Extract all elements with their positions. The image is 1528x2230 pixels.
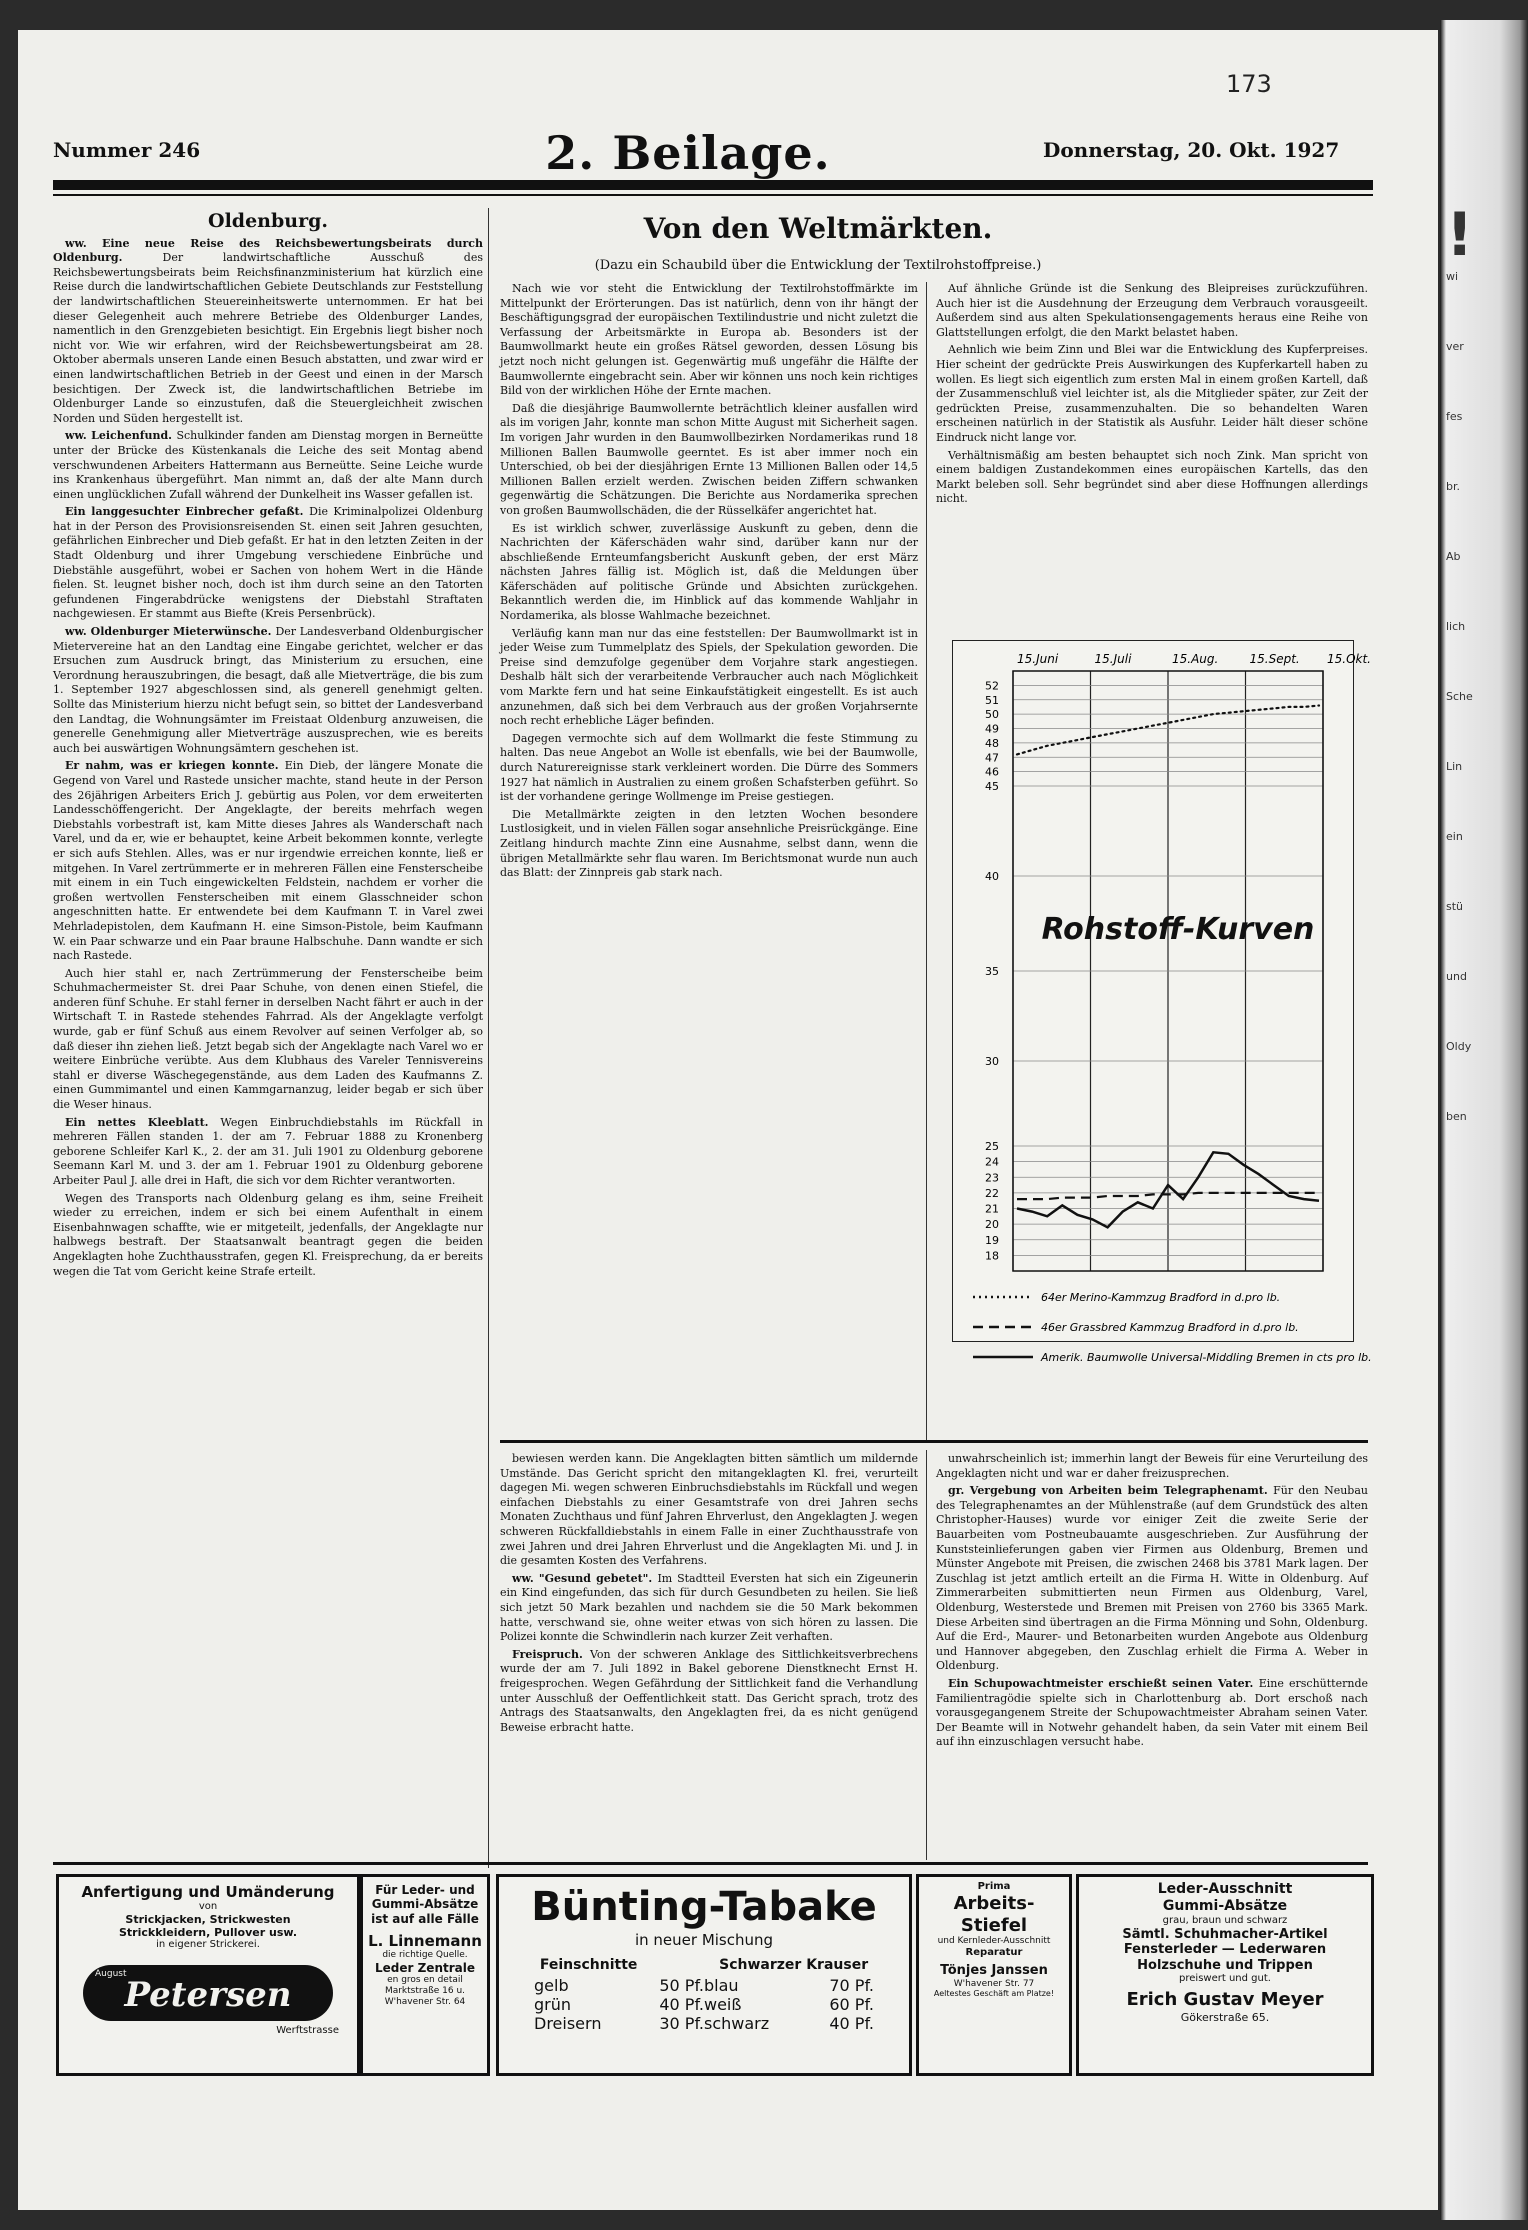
article-paragraph: Dagegen vermochte sich auf dem Wollmarkt die feste Stimmung zu halten. Das neue Angebot an Wolle ist ebenfalls, wie bei der Baumwolle, durch Naturereignisse stark verkleinert worden. Die Dürre des Sommers 1927 hat nämlich in Australien zu einem großen Schafsterben geführt. So ist der vorhandene geringe Wollmenge im Preise gestiegen. (500, 731, 918, 804)
paragraph-text: Der Landesverband Oldenburgischer Mietervereine hat an den Landtag eine Eingabe gerichtet, welcher er das Ersuchen zum Ausdruck bringt, das Ministerium zu ersuchen, eine Verordnung herauszubringen, die besagt, daß alle Mietverträge, die bis zum 1. September 1927 abgeschlossen sind, als generell genehmigt gelten. Sollte das Ministerium hierzu nicht befugt sein, so bittet der Landesverband den Landtag, die Wohnungsämter im Freistaat Oldenburg anzuweisen, die generelle Genehmigung aller Mietverträge auszusprechen, wie es bereits auch bei auswärtigen Wohnungsämtern geschehen ist. (53, 625, 483, 755)
paragraph-lead: Freispruch. (512, 1647, 590, 1661)
tobacco-variety: Dreisern (534, 2014, 602, 2034)
y-tick-label: 40 (985, 870, 999, 883)
ads-top-rule (53, 1862, 1368, 1865)
ad-meyer-line1: Leder-Ausschnitt (1157, 1881, 1293, 1897)
paragraph-text: Eine erschütternde Familientragödie spielte sich in Charlottenburg ab. Dort erschoß nach vorausgegangenem Streite der Schupowachtmeister Abraham seinen Vater. Der Beamte will in Notwehr gehandelt haben, da sein Vater mit einem Beil auf ihn einzuschlagen versucht habe. (936, 1676, 1368, 1749)
page-number: 173 (1226, 70, 1272, 98)
article-subtitle: (Dazu ein Schaubild über die Entwicklung der Textilrohstoffpreise.) (594, 258, 1042, 273)
ad-linnemann-name: L. Linnemann (368, 1932, 482, 1951)
adjacent-page-fragment: ver (1446, 340, 1464, 353)
y-tick-label: 50 (985, 708, 999, 722)
column-divider (488, 208, 489, 1868)
y-tick-label: 35 (985, 965, 999, 978)
article-paragraph: Aehnlich wie beim Zinn und Blei war die Entwicklung des Kupferpreises. Hier scheint der gedrückte Preis Auswirkungen des Kupferkartell haben zu wollen. Es liegt sich eigentlich zum ersten Mal in einem großen Kartell, daß der Zusammenschluß viel leichter ist, als die Mitglieder später, zur Zeit der gedrückten Preise, zusammenzuhalten. Die so behandelten Waren erscheinen natürlich in der Statistik als Ausfuhr. Leider hält dieser schöne Eindruck nicht lange vor. (936, 343, 1368, 444)
article-paragraph: Auf ähnliche Gründe ist die Senkung des Bleipreises zurückzuführen. Auch hier ist die Ausdehnung der Erzeugung dem Verbrauch vorausgeeilt. Außerdem sind aus alten Spekulationsengagements heraus eine Reihe von Glattstellungen erfolgt, die den Markt belastet haben. (936, 282, 1368, 339)
y-tick-label: 52 (985, 679, 999, 693)
issue-date: Donnerstag, 20. Okt. 1927 (1043, 138, 1340, 162)
y-tick-label: 24 (985, 1155, 999, 1169)
tobacco-variety: grün (534, 1994, 572, 2014)
article-end-rule (500, 1440, 1368, 1443)
x-tick-label: 15.Sept. (1249, 652, 1300, 666)
ad-bunting-title: Bünting-Tabake (531, 1884, 877, 1930)
ad-petersen-brand: Petersen (124, 1975, 292, 2016)
adjacent-page-fragment: Ab (1446, 550, 1461, 563)
y-tick-label: 48 (985, 736, 999, 750)
paragraph-text: Für den Neubau des Telegraphenamtes an der Mühlenstraße (auf dem Grundstück des alten Christopher-Hauses) wurde vor einiger Zeit die zweite Serie der Bauarbeiten vom Postneubauamte ausgeschrieben. Zur Ausführung der Kunststeinlieferungen gaben vier Firmen aus Oldenburg, Bremen und Münster Angebote mit Preisen, die zwischen 2468 bis 3781 Mark lagen. Der Zuschlag ist jetzt amtlich erteilt an die Firma H. Witte in Oldenburg. Auf Zimmerarbeiten submittierten neun Firmen aus Oldenburg, Varel, Oldenburg, Westerstede und Bremen mit Preisen von 2760 bis 3365 Mark. Diese Arbeiten sind übertragen an die Firma Mönning und Sohn, Oldenburg. Auf die Erd-, Maurer- und Betonarbeiten wurden Angebote aus Oldenburg und Hannover abgegeben, den Zuschlag erhielt die Firma A. Weber in Oldenburg. (936, 1484, 1368, 1673)
y-tick-label: 45 (985, 780, 999, 793)
tobacco-variety: blau (704, 1975, 739, 1995)
ad-meyer (1076, 1874, 1374, 2076)
legend-label: 64er Merino-Kammzug Bradford in d.pro lb. (1041, 1291, 1281, 1304)
chart-title: Rohstoff-Kurven (1041, 912, 1315, 947)
ad-janssen-line1: Prima (977, 1881, 1011, 1892)
article-paragraph (53, 429, 483, 502)
paragraph-text: Von der schweren Anklage des Sittlichkeitsverbrechens wurde der am 7. Juli 1892 in Bakel geborene Dienstknecht Ernst H. freigesprochen. Wegen Gefährdung der Sittlichkeit fand die Verhandlung unter Ausschluß der Oeffentlichkeit statt. Das Gericht sprach, trotz des Antrags des Staatsanwalts, den Angeklagten frei, da es nicht genügend Beweise erbracht hatte. (500, 1647, 918, 1734)
y-tick-label: 22 (985, 1186, 999, 1200)
ad-meyer-line3: grau, braun und schwarz (1162, 1914, 1288, 1926)
ad-petersen (56, 1874, 360, 2076)
ad-linnemann-line3: Leder Zentrale (375, 1960, 475, 1975)
adjacent-page-fragment: Sche (1446, 690, 1473, 703)
ad-janssen-name: Tönjes Janssen (940, 1962, 1048, 1978)
ad-janssen (916, 1874, 1072, 2076)
tobacco-price: 50 Pf. (659, 1975, 704, 1995)
ad-petersen-line5: in eigener Strickerei. (156, 1939, 260, 1951)
y-tick-label: 46 (985, 765, 999, 779)
ad-meyer-name: Erich Gustav Meyer (1126, 1989, 1324, 2011)
article-paragraph (936, 1677, 1368, 1750)
ad-bunting-col2-head: Schwarzer Krauser (719, 1957, 869, 1973)
paragraph-text: Im Stadtteil Eversten hat sich ein Zigeunerin ein Kind eingefunden, das sich für durch Gesundbeten zu heilen. Sie ließ sich jetzt 50 Mark bezahlen und nachdem sie die 50 Mark bekommen hatte, verschwand sie, ohne weiter etwas von sich hören zu lassen. Die Polizei konnte die Schwindlerin nach kurzer Zeit verhaften. (500, 1571, 918, 1644)
paragraph-text: Der landwirtschaftliche Ausschuß des Reichsbewertungsbeirats beim Reichsfinanzministerium hat kürzlich eine Reise durch die landwirtschaftlichen Gebiete Deutschlands zur Feststellung der landwirtschaftlichen Steuereinheitswerte unternommen. Er hat bei dieser Gelegenheit auch mehrere Betriebe des Oldenburger Landes, namentlich in den Grenzgebieten besichtigt. Ein Ergebnis liegt bisher noch nicht vor. Wie wir erfahren, wird der Reichsbewertungsbeirat am 28. Oktober abermals unseren Lande einen Besuch abstatten, und zwar wird er einen landwirtschaftlichen Betrieb in der Geest und einen in der Marsch besichtigen. Der Zweck ist, die landwirtschaftlichen Betriebe im Oldenburger Lande so einzustufen, daß die Steuergleichheit zwischen Norden und Süden hergestellt ist. (53, 251, 483, 425)
y-tick-label: 19 (985, 1233, 999, 1247)
ad-janssen-line5: Reparatur (965, 1946, 1023, 1958)
y-tick-label: 49 (985, 722, 999, 736)
ad-janssen-line4: und Kernleder-Ausschnitt (937, 1936, 1051, 1947)
ad-petersen-line2: von (198, 1901, 218, 1912)
paragraph-text: Die Kriminalpolizei Oldenburg hat in der Person des Provisionsreisenden St. einen seit Jahren gesuchten, gefährlichen Einbrecher und Dieb gefaßt. Er hat in den letzten Zeiten in der Stadt Oldenburg und ihrer Umgebung verschiedene Einbrüche und Diebstähle ausgeführt, wobei er Sachen von hohem Wert in die Hände fielen. St. leugnet bisher noch, doch ist ihm durch seine an den Tatorten gefundenen Fingerabdrücke wenigstens der Diebstahl Straftaten nachgewiesen. Er stammt aus Biefte (Kreis Persenbrück). (53, 505, 483, 621)
article-paragraph (53, 505, 483, 622)
article-paragraph (500, 1572, 918, 1645)
article-paragraph (53, 967, 483, 1113)
ad-petersen-street: Werftstrasse (276, 2025, 339, 2037)
paragraph-text: Auch hier stahl er, nach Zertrümmerung der Fensterscheibe beim Schuhmachermeister St. drei Paar Schuhe, von denen einen Stiefel, die anderen fünf Schuhe. Er stahl ferner in derselben Nacht fährt er auch in der Wirtschaft T. in Rastede stehendes Fahrrad. Als der Angeklagte verfolgt wurde, gab er fünf Schuß aus einem Revolver auf seinen Verfolger ab, so daß dieser ihn ziehen ließ. Jetzt begab sich der Angeklagte nach Varel wo er weitere Einbrüche verübte. Aus dem Klubhaus des Vareler Tennisvereins stahl er diverse Wäschegegenstände, aus dem Laden des Kaufmanns Z. einen Gummimantel und einen Kammgarnanzug, leider begab er sich über die Weser hinaus. (53, 966, 483, 1112)
article-paragraph (53, 625, 483, 756)
ad-janssen-line2: Arbeits- (953, 1893, 1035, 1914)
ad-janssen-line6: W'havener Str. 77 (953, 1978, 1035, 1989)
paragraph-lead: ww. Leichenfund. (65, 429, 177, 443)
paragraph-lead: Ein nettes Kleeblatt. (65, 1115, 221, 1129)
y-tick-label: 25 (985, 1140, 999, 1153)
legend-label: Amerik. Baumwolle Universal-Middling Bremen in cts pro lb. (1041, 1351, 1372, 1364)
ad-linnemann-line6: W'havener Str. 64 (384, 1996, 466, 2007)
adjacent-page-fragment: ein (1446, 830, 1463, 843)
ad-bunting (496, 1874, 912, 2076)
ad-petersen-logo (83, 1965, 333, 2021)
ad-meyer-line2: Gummi-Absätze (1162, 1897, 1288, 1914)
column-divider (926, 1450, 927, 1860)
article-paragraph (936, 1452, 1368, 1481)
supplement-title: 2. Beilage. (545, 126, 831, 180)
ad-bunting-subtitle: in neuer Mischung (634, 1931, 774, 1949)
adjacent-page-fragment: ! (1446, 200, 1474, 270)
section-title-oldenburg: Oldenburg. (208, 210, 328, 232)
ad-petersen-brand-prefix: August (95, 1969, 127, 1980)
adjacent-page-fragment: und (1446, 970, 1467, 983)
tobacco-variety: weiß (704, 1994, 742, 2014)
x-tick-label: 15.Juli (1094, 652, 1132, 666)
ad-petersen-line3: Strickjacken, Strickwesten (125, 1913, 291, 1926)
article-paragraph (500, 1648, 918, 1736)
paragraph-lead: gr. Vergebung von Arbeiten beim Telegraphenamt. (948, 1484, 1274, 1498)
ad-meyer-line4: Sämtl. Schuhmacher-Artikel (1122, 1926, 1328, 1942)
legend-label: 46er Grassbred Kammzug Bradford in d.pro lb. (1041, 1321, 1299, 1334)
tobacco-price: 70 Pf. (829, 1975, 874, 1995)
y-tick-label: 30 (985, 1055, 999, 1068)
ad-linnemann (360, 1874, 490, 2076)
price-row (499, 1976, 909, 1995)
price-row (499, 1995, 909, 2014)
tobacco-variety: gelb (534, 1975, 569, 1995)
ad-linnemann-line5: Marktstraße 16 u. (384, 1986, 466, 1997)
tobacco-price: 40 Pf. (829, 2014, 874, 2034)
paragraph-lead: ww. Oldenburger Mieterwünsche. (65, 625, 276, 639)
y-tick-label: 18 (985, 1249, 999, 1263)
article-paragraph (500, 1452, 918, 1569)
y-tick-label: 23 (985, 1171, 999, 1185)
paragraph-text: Ein Dieb, der längere Monate die Gegend von Varel und Rastede unsicher machte, stand heute in der Person des 26jährigen Arbeiters Erich J. gebürtig aus Polen, vor dem erweiterten Landesschöffengericht. Der Angeklagte, der bereits mehrfach wegen Diebstahls vorbestraft ist, kam Mitte dieses Jahres als Wanderschaft nach Varel, und da er, wie er behauptet, keine Arbeit bekommen konnte, verlegte er sich aufs Stehlen. Alles, was er nur irgendwie erreichen konnte, ließ er mitgehen. In Varel zertrümmerte er in mehreren Fällen eine Fensterscheibe mit einem in ein Tuch eingewickelten Feldstein, nachdem er vorher die großen wertvollen Fensterscheiben mit einem Glasschneider schon angeschnitten hatte. Er entwendete bei dem Kaufmann T. in Varel zwei Mehrladepistolen, dem Kaufmann H. eine Simson-Pistole, beim Kaufmann W. ein Paar schwarze und ein Paar braune Halbschuhe. Dann wandte er sich nach Rastede. (53, 759, 483, 963)
chart-svg (953, 641, 1372, 1364)
adjacent-page-fragment: stü (1446, 900, 1464, 913)
article-paragraph: Daß die diesjährige Baumwollernte beträchtlich kleiner ausfallen wird als im vorigen Jahr, konnte man schon Mitte August mit Sicherheit sagen. Im vorigen Jahr wurden in den Baumwollbezirken Nordamerikas rund 18 Millionen Ballen Baumwolle geerntet. Es ist aber immer noch ein Unterschied, ob bei der diesjährigen Ernte 13 Millionen Ballen oder 14,5 Millionen Ballen erzielt werden. Zwischen beiden Ziffern schwanken gegenwärtig die Schätzungen. Die Berichte aus Nordamerika sprechen von großen Baumwollschäden, die der Rüsselkäfer angerichtet hat. (500, 401, 918, 517)
paragraph-lead: Ein langgesuchter Einbrecher gefaßt. (65, 505, 310, 519)
local-news-column (936, 1452, 1368, 1852)
x-tick-label: 15.Juni (1017, 652, 1059, 666)
ad-linnemann-line1: Für Leder- und Gummi-Absätze ist auf alle Fälle (371, 1883, 479, 1926)
paragraph-text: bewiesen werden kann. Die Angeklagten bitten sämtlich um mildernde Umstände. Das Gericht spricht den mitangeklagten Kl. frei, verurteilt dagegen Mi. wegen schweren Einbruchsdiebstahls im Rückfall und wegen einfachen Diebstahls zu einer Gesamtstrafe von drei Jahren sechs Monaten Zuchthaus und fünf Jahren Ehrverlust, den Angeklagten J. wegen schweren Rückfalldiebstahls in einem Falle in einer Zuchthausstrafe von zwei Jahren und drei Jahren Ehrverlust und die Angeklagten Mi. und J. in die gesamten Kosten des Verfahrens. (500, 1452, 918, 1568)
oldenburg-column (53, 208, 483, 1858)
ad-linnemann-line4: en gros en detail (387, 1975, 463, 1986)
article-paragraph: Es ist wirklich schwer, zuverlässige Auskunft zu geben, denn die Nachrichten der Käferschäden wahr sind, darüber kann nur der abschließende Ernteumfangsbericht Auskunft geben, der erst März nächsten Jahres fällig ist. Möglich ist, daß die Meldungen über Käferschäden auf politische Gründe und Absichten zurückgehen. Bekanntlich werden die, im Hinblick auf das kommende Wahljahr in Nordamerika, als blosse Wahlmache bezeichnet. (500, 521, 918, 623)
adjacent-page-fragment: br. (1446, 480, 1460, 493)
paragraph-lead: Er nahm, was er kriegen konnte. (65, 759, 285, 773)
y-tick-label: 20 (985, 1218, 999, 1232)
adjacent-page-fragment: ben (1446, 1110, 1467, 1123)
article-paragraph (936, 1484, 1368, 1674)
tobacco-price: 40 Pf. (659, 1994, 704, 2014)
adjacent-page-fragment: fes (1446, 410, 1463, 423)
ad-meyer-line8: Gökerstraße 65. (1180, 2010, 1270, 2024)
x-tick-label: 15.Okt. (1327, 652, 1371, 666)
header-rule (53, 180, 1373, 190)
adjacent-page-fragment: wi (1446, 270, 1459, 283)
ad-bunting-col1-head: Feinschnitte (539, 1957, 638, 1973)
world-markets-column-1 (500, 282, 918, 1437)
tobacco-price: 60 Pf. (829, 1994, 874, 2014)
ad-linnemann-line2: die richtige Quelle. (382, 1950, 468, 1961)
adjacent-page-fragment: Lin (1446, 760, 1463, 773)
article-paragraph (53, 759, 483, 963)
tobacco-price: 30 Pf. (659, 2014, 704, 2034)
x-tick-label: 15.Aug. (1172, 652, 1219, 666)
y-tick-label: 21 (985, 1202, 999, 1216)
ad-petersen-line1: Anfertigung und Umänderung (81, 1883, 335, 1901)
ad-bunting-heads (499, 1957, 909, 1974)
column-divider (926, 282, 927, 1442)
adjacent-page-fragment: Oldy (1446, 1040, 1472, 1053)
y-tick-label: 51 (985, 693, 999, 707)
price-row (499, 2014, 909, 2033)
y-tick-label: 47 (985, 751, 999, 765)
ad-janssen-line3: Stiefel (960, 1914, 1028, 1936)
article-paragraph: Verhältnismäßig am besten behauptet sich noch Zink. Man spricht von einem baldigen Zustandekommen eines europäischen Kartells, das den Markt beleben soll. Sehr begründet sind aber diese Hoffnungen allerdings nicht. (936, 448, 1368, 506)
raw-material-chart (952, 640, 1372, 1364)
world-markets-column-2 (936, 282, 1368, 627)
issue-number: Nummer 246 (53, 138, 201, 162)
paragraph-text: unwahrscheinlich ist; immerhin langt der Beweis für eine Verurteilung des Angeklagten nicht und war er daher freizusprechen. (936, 1452, 1368, 1480)
court-reports-column (500, 1452, 918, 1852)
tobacco-variety: schwarz (704, 2014, 770, 2034)
ad-meyer-line5: Fensterleder — Lederwaren (1123, 1942, 1327, 1958)
ad-meyer-line6: Holzschuhe und Trippen (1137, 1957, 1313, 1973)
newspaper-page (18, 30, 1438, 2210)
paragraph-lead: ww. "Gesund gebetet". (512, 1571, 658, 1585)
article-paragraph: Verläufig kann man nur das eine feststellen: Der Baumwollmarkt ist in jeder Weise zum Tummelplatz des Spiels, der Spekulation geworden. Die Preise sind demzufolge gegenüber dem Vorjahre stark angestiegen. Deshalb hält sich der verarbeitende Verbraucher auch nach Möglichkeit vom Markte fern und hat seine Einkaufstätigkeit eingestellt. Es ist auch anzunehmen, daß sich bei dem Verbrauch aus der großen Vorjahrsernte noch recht erhebliche Läger befinden. (500, 626, 918, 728)
header-rule-thin (53, 194, 1373, 196)
article-title: Von den Weltmärkten. (643, 212, 993, 245)
paragraph-text: Wegen des Transports nach Oldenburg gelang es ihm, seine Freiheit wieder zu erreichen, indem er sich bei einem Aufenthalt in einem Eisenbahnwagen schaffte, wie er mitgeteilt, jedenfalls, der Angeklagte nur halbwegs bestraft. Der Staatsanwalt beantragt gegen die beiden Angeklagten hohe Zuchthausstrafen, gegen Kl. Freisprechung, da er bereits wegen die Tat vom Gericht keine Strafe erteilt. (53, 1191, 483, 1278)
ad-petersen-line4: Strickkleidern, Pullover usw. (118, 1926, 298, 1940)
paragraph-lead: Ein Schupowachtmeister erschießt seinen Vater. (948, 1676, 1259, 1690)
ad-janssen-line7: Aeltestes Geschäft am Platze! (933, 1989, 1055, 1999)
ad-meyer-line7: preiswert und gut. (1179, 1973, 1271, 1985)
article-paragraph (53, 1116, 483, 1189)
article-paragraph (53, 237, 483, 427)
paragraph-text: Schulkinder fanden am Dienstag morgen in Berneütte unter der Brücke des Küstenkanals die Leiche des seit Montag abend verschwundenen Arbeiters Hattermann aus Berneütte. Seine Leiche wurde ins Krankenhaus übergeführt. Man nimmt an, daß der alte Mann durch einen unglücklichen Zufall während der Dunkelheit ins Wasser gefallen ist. (53, 429, 484, 501)
paragraph-lead: ww. Eine neue Reise des Reichsbewertungsbeirats durch Oldenburg. (53, 236, 483, 265)
article-paragraph: Die Metallmärkte zeigten in den letzten Wochen besondere Lustlosigkeit, und in vielen Fällen sogar ansehnliche Preisrückgänge. Eine Zeitlang hindurch machte Zinn eine Ausnahme, selbst dann, wenn die übrigen Metallmärkte sehr flau waren. Im Berichtsmonat wurde nun auch das Blatt: der Zinnpreis gab stark nach. (500, 807, 918, 880)
ad-bunting-price-list (499, 1976, 909, 2034)
article-paragraph (53, 1192, 483, 1280)
article-paragraph: Nach wie vor steht die Entwicklung der Textilrohstoffmärkte im Mittelpunkt der Erörterungen. Das ist natürlich, denn von ihr hängt der Beschäftigungsgrad der europäischen Textilindustrie und nicht zuletzt die Verfassung der Arbeitsmärkte in Europa ab. Besonders ist der Baumwollmarkt heute ein großes Rätsel geworden, dessen Lösung bis jetzt noch nicht gelungen ist. Gegenwärtig muß ungefähr die Hälfte der Baumwollernte eingebracht sein. Aber wir können uns noch kein richtiges Bild von der wirklichen Höhe der Ernte machen. (500, 282, 918, 398)
adjacent-page-edge (1440, 20, 1528, 2220)
paragraph-text: Wegen Einbruchdiebstahls im Rückfall in mehreren Fällen standen 1. der am 7. Februar 1888 zu Kronenberg geborene Schleifer Karl K., 2. der am 31. Juli 1901 zu Oldenburg geborene Seemann Karl M. und 3. der am 1. Februar 1901 zu Oldenburg geborene Arbeiter Paul J. alle drei in Haft, die sich vor dem Richter verantworten. (53, 1115, 484, 1187)
adjacent-page-fragment: lich (1446, 620, 1466, 633)
